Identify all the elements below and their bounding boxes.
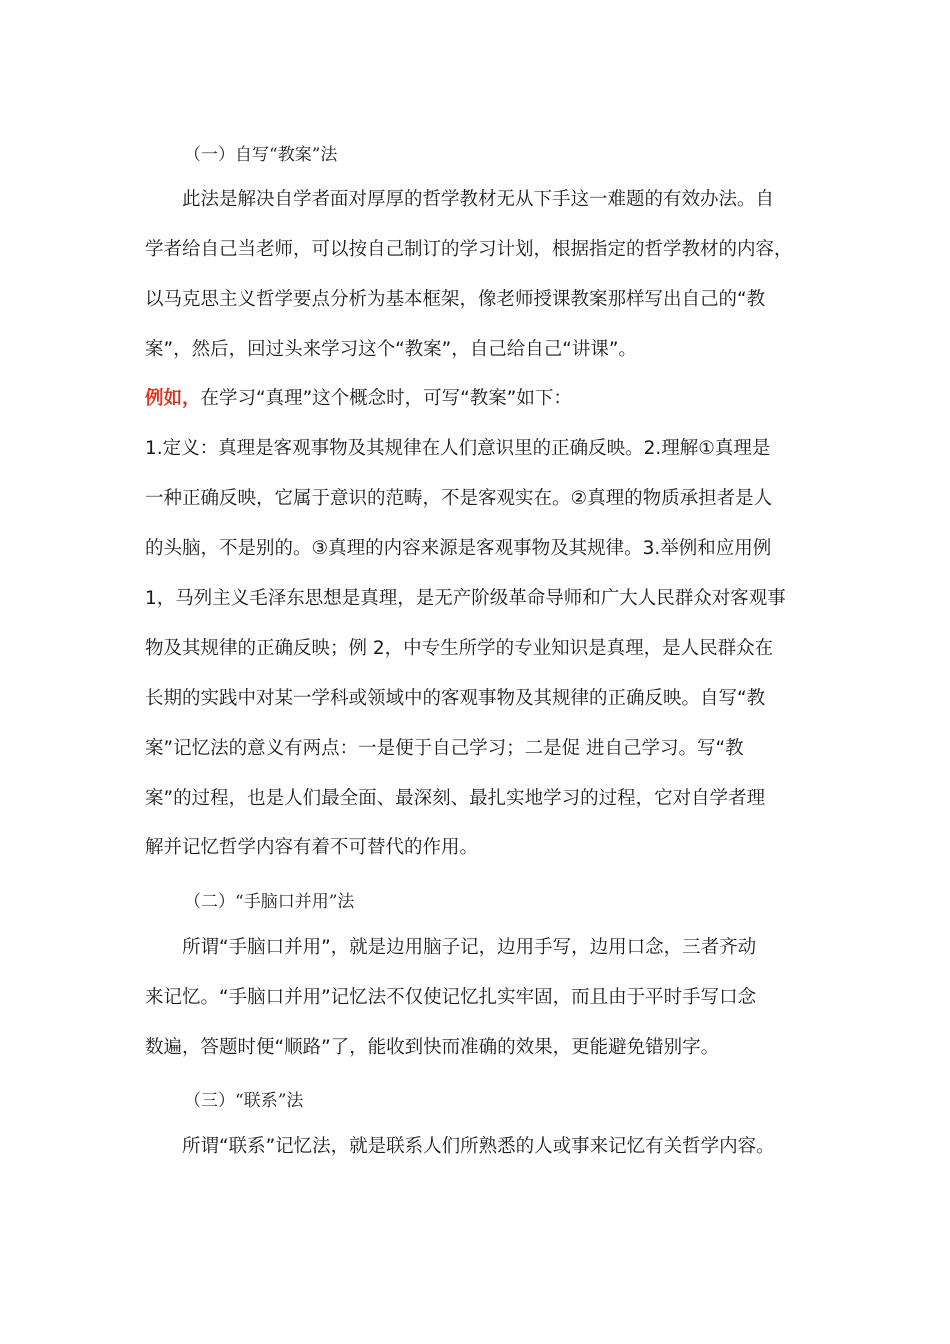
paragraph-line: 长期的实践中对某一学科或领域中的客观事物及其规律的正确反映。自写“教 xyxy=(145,688,766,709)
paragraph-line: 所谓“手脑口并用”，就是边用脑子记，边用手写，边用口念，三者齐动 xyxy=(182,937,757,958)
paragraph-line: 案”的过程，也是人们最全面、最深刻、最扎实地学习的过程，它对自学者理 xyxy=(145,788,766,809)
paragraph-line: 学者给自己当老师，可以按自己制订的学习计划，根据指定的哲学教材的内容， xyxy=(145,239,793,260)
paragraph-line: 数遍，答题时便“顺路”了，能收到快而准确的效果，更能避免错别字。 xyxy=(145,1037,720,1058)
example-line xyxy=(145,386,572,412)
example-intro: 在学习“真理”这个概念时，可写“教案”如下： xyxy=(200,388,572,409)
paragraph-line: 的头脑，不是别的。③真理的内容来源是客观事物及其规律。3.举例和应用例 xyxy=(145,538,772,559)
paragraph-line: 所谓“联系”记忆法，就是联系人们所熟悉的人或事来记忆有关哲学内容。 xyxy=(182,1136,775,1157)
paragraph-line: 1，马列主义毛泽东思想是真理，是无产阶级革命导师和广大人民群众对客观事 xyxy=(145,588,786,609)
paragraph-line: 来记忆。“手脑口并用”记忆法不仅使记忆扎实牢固，而且由于平时手写口念 xyxy=(145,987,757,1008)
section-heading-3: （三）“联系”法 xyxy=(184,1091,304,1111)
section-heading-1: （一）自写“教案”法 xyxy=(184,145,338,165)
paragraph-line: 物及其规律的正确反映；例 2，中专生所学的专业知识是真理，是人民群众在 xyxy=(145,638,774,659)
paragraph-line: 案”记忆法的意义有两点：一是便于自己学习；二是促 进自己学习。写“教 xyxy=(145,738,744,759)
example-label: 例如， xyxy=(145,388,201,409)
section-heading-2: （二）“手脑口并用”法 xyxy=(184,892,355,912)
paragraph-line: 以马克思主义哲学要点分析为基本框架，像老师授课教案那样写出自己的“教 xyxy=(145,289,766,310)
paragraph-line: 1.定义：真理是客观事物及其规律在人们意识里的正确反映。2.理解①真理是 xyxy=(145,438,771,459)
paragraph-line: 此法是解决自学者面对厚厚的哲学教材无从下手这一难题的有效办法。自 xyxy=(182,189,775,210)
paragraph-line: 案”，然后，回过头来学习这个“教案”，自己给自己“讲课”。 xyxy=(145,339,637,360)
paragraph-line: 一种正确反映，它属于意识的范畴，不是客观实在。②真理的物质承担者是人 xyxy=(145,488,773,509)
paragraph-line: 解并记忆哲学内容有着不可替代的作用。 xyxy=(145,837,479,858)
